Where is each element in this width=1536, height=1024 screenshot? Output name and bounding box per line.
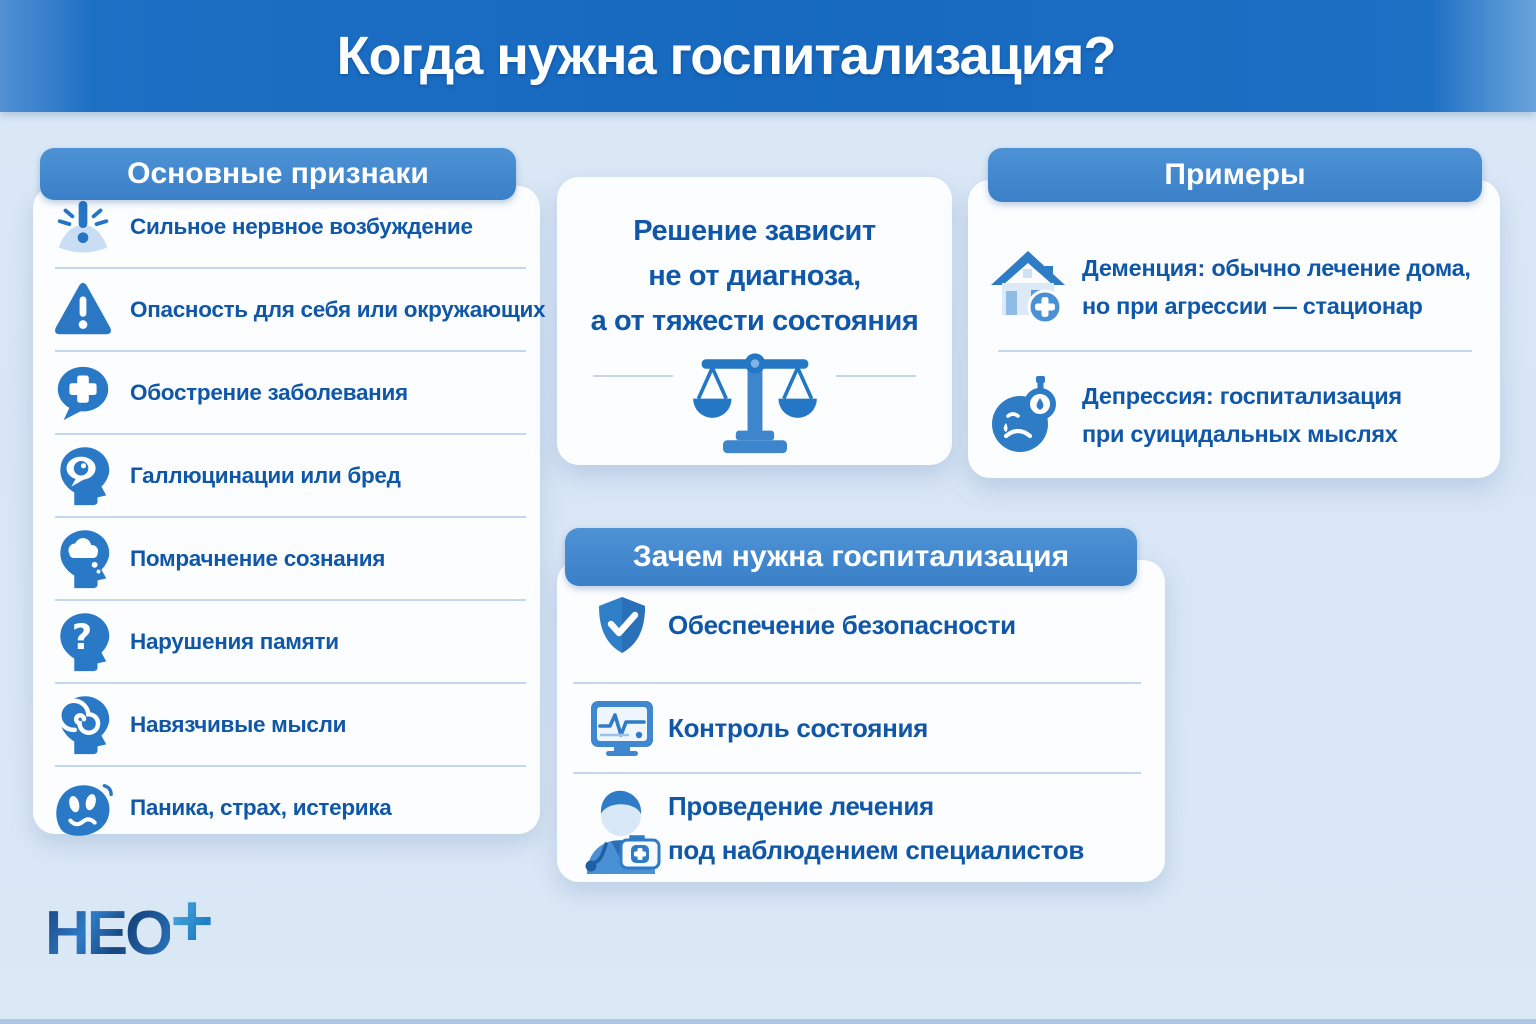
decision-line: Решение зависит bbox=[633, 215, 876, 247]
example-item bbox=[968, 352, 1500, 478]
sign-item-label: Паника, страх, истерика bbox=[130, 794, 392, 820]
memory-question-head-icon bbox=[51, 610, 115, 674]
examples-card bbox=[968, 180, 1500, 478]
example-line1: Депрессия: госпитализация bbox=[1082, 383, 1402, 409]
purpose-item bbox=[557, 774, 1165, 882]
decor-line bbox=[593, 375, 673, 377]
hallucination-head-icon bbox=[51, 444, 115, 508]
example-line2: но при агрессии — стационар bbox=[1082, 293, 1423, 319]
purpose-line: под наблюдением специалистов bbox=[668, 835, 1085, 865]
purpose-text: Контроль состояния bbox=[668, 713, 929, 743]
sign-item-label: Навязчивые мысли bbox=[130, 711, 347, 737]
depression-icon bbox=[986, 373, 1070, 457]
signs-card bbox=[33, 186, 546, 834]
decor-line bbox=[836, 375, 916, 377]
purpose-item bbox=[557, 684, 1165, 772]
bottom-strip bbox=[0, 1019, 1536, 1024]
sign-item-label: Помрачнение сознания bbox=[130, 545, 386, 571]
decision-line: не от диагноза, bbox=[648, 260, 861, 292]
sign-item bbox=[33, 352, 540, 433]
sign-item bbox=[33, 767, 540, 848]
purpose-panel-title: Зачем нужна госпитализация bbox=[565, 528, 1137, 586]
house-plus-icon bbox=[986, 245, 1070, 329]
burst-exclamation-icon bbox=[51, 195, 115, 259]
shield-check-icon bbox=[579, 594, 665, 656]
monitor-heartbeat-icon bbox=[579, 698, 665, 758]
logo-neo-plus bbox=[45, 879, 214, 969]
purpose-card bbox=[557, 560, 1165, 882]
example-item bbox=[968, 224, 1500, 350]
purpose-text: Обеспечение безопасности bbox=[668, 610, 1016, 640]
logo-text: НЕО bbox=[45, 899, 171, 968]
decision-card bbox=[557, 177, 952, 465]
header-banner bbox=[0, 0, 1536, 112]
sign-item bbox=[33, 269, 546, 350]
sign-item bbox=[33, 684, 540, 765]
logo-plus-sign: + bbox=[170, 879, 214, 962]
purpose-line: Проведение лечения bbox=[668, 791, 934, 821]
examples-panel-title: Примеры bbox=[988, 148, 1482, 202]
sign-item-label: Обострение заболевания bbox=[130, 379, 408, 405]
decision-text bbox=[557, 177, 952, 344]
example-line2: при суицидальных мыслях bbox=[1082, 421, 1398, 447]
panic-face-icon bbox=[51, 776, 115, 840]
decision-line: а от тяжести состояния bbox=[590, 305, 919, 337]
purpose-text bbox=[668, 784, 1084, 872]
sign-item-label: Сильное нервное возбуждение bbox=[130, 213, 473, 239]
clouded-mind-head-icon bbox=[51, 527, 115, 591]
sign-item bbox=[33, 601, 540, 682]
signs-panel-title: Основные признаки bbox=[40, 148, 516, 200]
sign-item-label: Галлюцинации или бред bbox=[130, 462, 401, 488]
scales-area bbox=[557, 349, 952, 461]
sign-item bbox=[33, 518, 540, 599]
sign-item-label: Нарушения памяти bbox=[130, 628, 339, 654]
obsessive-spiral-head-icon bbox=[51, 693, 115, 757]
warning-triangle-icon bbox=[51, 278, 115, 342]
doctor-icon bbox=[579, 782, 665, 874]
example-text bbox=[1082, 377, 1402, 453]
scales-icon bbox=[691, 349, 819, 459]
sign-item bbox=[33, 435, 540, 516]
svg-text:?: ? bbox=[71, 617, 93, 658]
medical-cross-bubble-icon bbox=[51, 361, 115, 425]
page-title: Когда нужна госпитализация? bbox=[336, 26, 1116, 86]
example-line1: Деменция: обычно лечение дома, bbox=[1082, 255, 1471, 281]
sign-item-label: Опасность для себя или окружающих bbox=[130, 296, 546, 322]
example-text bbox=[1082, 249, 1471, 325]
